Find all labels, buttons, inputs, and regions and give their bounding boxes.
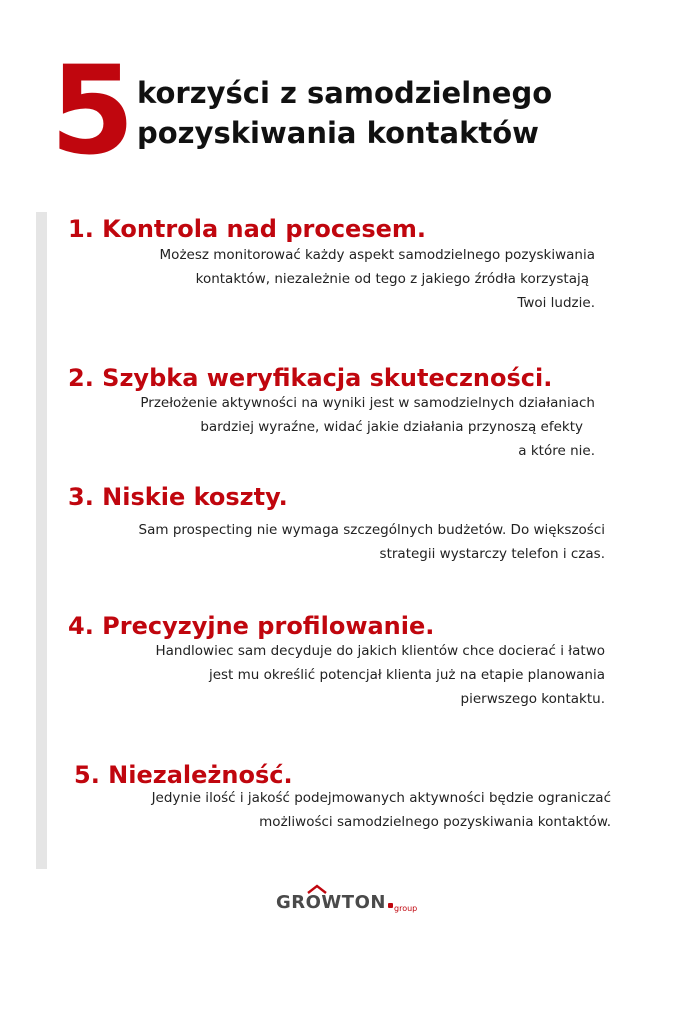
item-3-line-2: strategii wystarczy telefon i czas. xyxy=(379,546,605,562)
big-number: 5 xyxy=(50,40,135,182)
item-body-4 xyxy=(45,639,605,711)
item-1-line-2: kontaktów, niezależnie od tego z jakiego źródła korzystają xyxy=(195,271,589,287)
item-3-line-1: Sam prospecting nie wymaga szczególnych budżetów. Do większości xyxy=(138,522,605,538)
logo-wordmark: GROWTON xyxy=(276,892,386,913)
item-1-line-1: Możesz monitorować każdy aspekt samodzielnego pozyskiwania xyxy=(159,247,595,263)
item-4-line-1: Handlowiec sam decyduje do jakich klientów chce docierać i łatwo xyxy=(155,643,605,659)
item-heading-4: 4. Precyzyjne profilowanie. xyxy=(68,612,435,640)
item-body-1 xyxy=(75,243,595,315)
title-line-1: korzyści z samodzielnego xyxy=(137,76,553,110)
item-5-line-2: możliwości samodzielnego pozyskiwania kontaktów. xyxy=(259,814,611,830)
growton-logo xyxy=(276,884,426,920)
item-heading-2: 2. Szybka weryfikacja skuteczności. xyxy=(68,364,553,392)
item-heading-1: 1. Kontrola nad procesem. xyxy=(68,215,427,243)
item-body-2 xyxy=(55,391,595,463)
item-heading-5: 5. Niezależność. xyxy=(74,761,293,789)
item-4-line-2: jest mu określić potencjał klienta już na etapie planowania xyxy=(208,667,605,683)
logo-suffix: group xyxy=(394,904,418,913)
logo-dot xyxy=(388,903,393,908)
item-2-line-3: a które nie. xyxy=(518,443,595,459)
item-body-3 xyxy=(45,518,605,566)
item-body-5 xyxy=(51,786,611,834)
item-4-line-3: pierwszego kontaktu. xyxy=(460,691,605,707)
item-1-line-3: Twoi ludzie. xyxy=(517,295,595,311)
item-2-line-2: bardziej wyraźne, widać jakie działania przynoszą efekty xyxy=(200,419,583,435)
item-2-line-1: Przełożenie aktywności na wyniki jest w samodzielnych działaniach xyxy=(140,395,595,411)
page-title xyxy=(137,73,657,153)
item-heading-3: 3. Niskie koszty. xyxy=(68,483,288,511)
title-line-2: pozyskiwania kontaktów xyxy=(137,116,539,150)
item-5-line-1: Jedynie ilość i jakość podejmowanych aktywności będzie ograniczać xyxy=(151,790,611,806)
